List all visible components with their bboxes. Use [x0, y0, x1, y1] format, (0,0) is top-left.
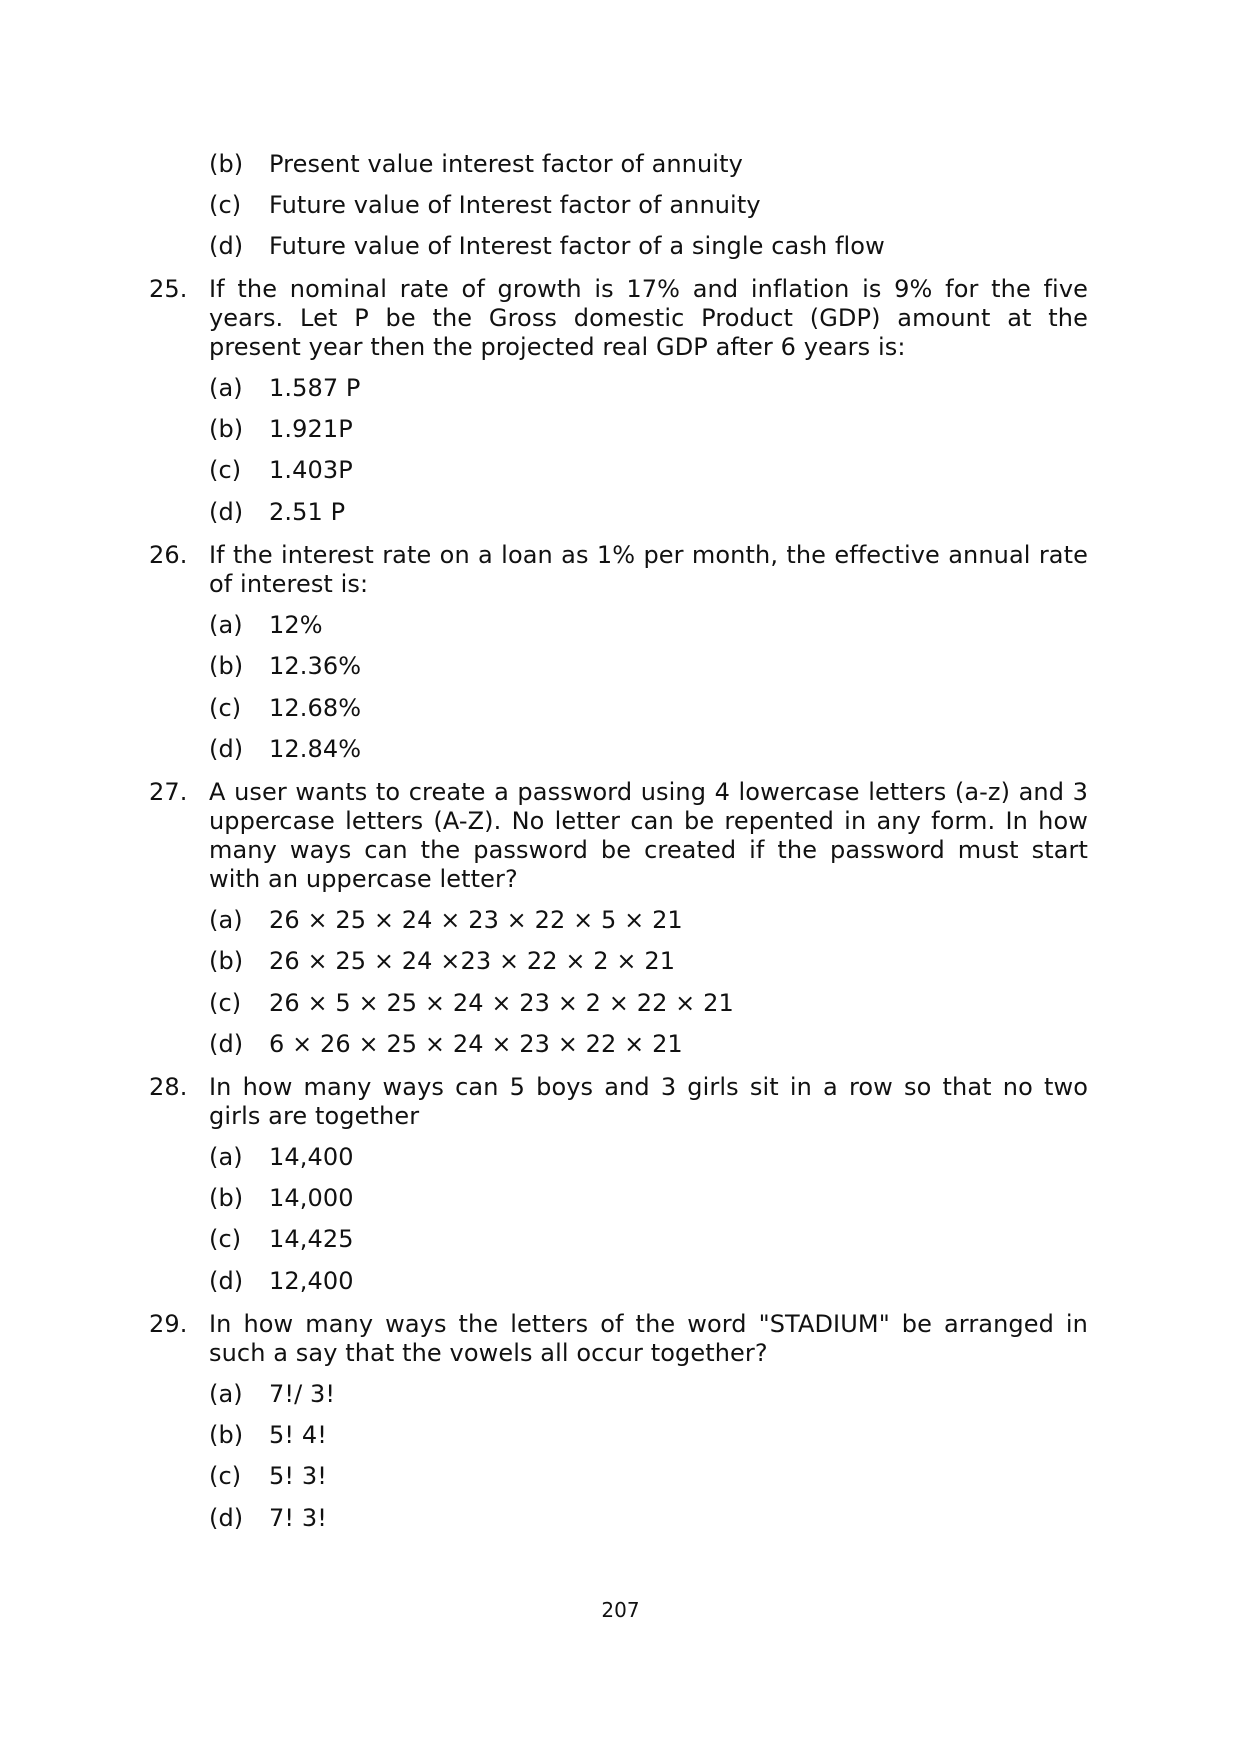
option-text: 12.68% [269, 694, 362, 722]
question-text: If the nominal rate of growth is 17% and inflation is 9% for the five years. Let P be the Gross domestic Product (GDP) amount at the present year then the projected real GDP after 6 years is: [209, 275, 1088, 361]
option-text: 6 × 26 × 25 × 24 × 23 × 22 × 21 [269, 1030, 683, 1058]
option-text: 1.403P [269, 456, 353, 484]
option-text: 26 × 25 × 24 × 23 × 22 × 5 × 21 [269, 906, 683, 934]
option-label: (a) [209, 374, 243, 402]
option-text: 1.587 P [269, 374, 361, 402]
option-label: (c) [209, 989, 242, 1017]
option-text: 12,400 [269, 1267, 354, 1295]
question-text: In how many ways can 5 boys and 3 girls sit in a row so that no two girls are together [209, 1073, 1088, 1130]
option-text: 5! 4! [269, 1421, 327, 1449]
option-label: (d) [209, 1030, 244, 1058]
option-text: 26 × 25 × 24 ×23 × 22 × 2 × 21 [269, 947, 676, 975]
question-number: 29. [149, 1310, 188, 1338]
question-text: In how many ways the letters of the word "STADIUM" be arranged in such a say that the vowels all occur together? [209, 1310, 1088, 1367]
option-label: (d) [209, 232, 244, 260]
option-text: Future value of Interest factor of annuity [269, 191, 761, 219]
option-label: (a) [209, 1143, 243, 1171]
option-label: (a) [209, 611, 243, 639]
question-number: 27. [149, 778, 188, 806]
option-label: (d) [209, 1504, 244, 1532]
option-text: 14,400 [269, 1143, 354, 1171]
option-text: Present value interest factor of annuity [269, 150, 743, 178]
option-text: 12.36% [269, 652, 362, 680]
option-text: 26 × 5 × 25 × 24 × 23 × 2 × 22 × 21 [269, 989, 734, 1017]
option-label: (d) [209, 498, 244, 526]
option-text: Future value of Interest factor of a single cash flow [269, 232, 885, 260]
option-text: 7!/ 3! [269, 1380, 336, 1408]
question-number: 25. [149, 275, 188, 303]
option-text: 14,425 [269, 1225, 354, 1253]
option-text: 14,000 [269, 1184, 354, 1212]
option-label: (a) [209, 906, 243, 934]
option-text: 7! 3! [269, 1504, 327, 1532]
option-label: (c) [209, 191, 242, 219]
option-text: 5! 3! [269, 1462, 327, 1490]
option-label: (b) [209, 1421, 244, 1449]
option-text: 2.51 P [269, 498, 346, 526]
option-label: (c) [209, 1462, 242, 1490]
option-label: (a) [209, 1380, 243, 1408]
option-label: (b) [209, 150, 244, 178]
option-text: 1.921P [269, 415, 353, 443]
option-label: (c) [209, 694, 242, 722]
option-label: (b) [209, 652, 244, 680]
option-label: (c) [209, 1225, 242, 1253]
option-label: (b) [209, 947, 244, 975]
option-text: 12.84% [269, 735, 362, 763]
question-number: 28. [149, 1073, 188, 1101]
option-label: (c) [209, 456, 242, 484]
option-label: (b) [209, 1184, 244, 1212]
option-label: (b) [209, 415, 244, 443]
option-label: (d) [209, 735, 244, 763]
page-number: 207 [601, 1598, 640, 1622]
question-number: 26. [149, 541, 188, 569]
question-text: A user wants to create a password using 4 lowercase letters (a-z) and 3 uppercase letters (A-Z). No letter can be repented in any form. In how many ways can the password be created if the password must start with an uppercase letter? [209, 778, 1088, 893]
question-text: If the interest rate on a loan as 1% per month, the effective annual rate of interest is: [209, 541, 1088, 598]
option-text: 12% [269, 611, 323, 639]
option-label: (d) [209, 1267, 244, 1295]
